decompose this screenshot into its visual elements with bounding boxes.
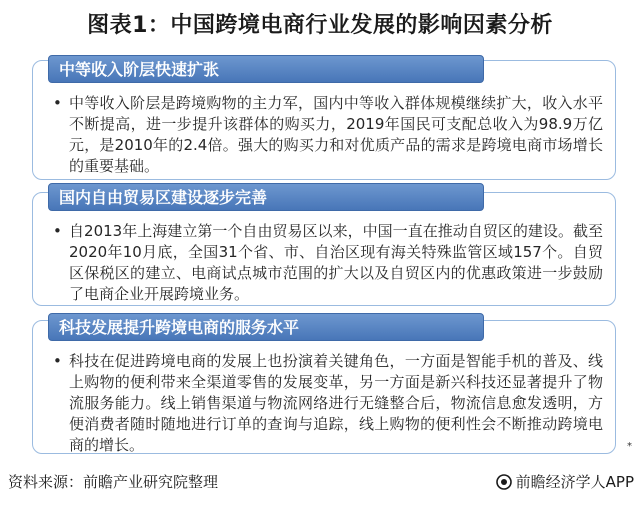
page-title: 图表1：中国跨境电商行业发展的影响因素分析 [87, 13, 553, 38]
section-heading-2: 国内自由贸易区建设逐步完善 [48, 183, 484, 211]
section-text-3: 科技在促进跨境电商的发展上也扮演着关键角色，一方面是智能手机的普及、线上购物的便利带来全渠道零售的发展变革，另一方面是新兴科技还显著提升了物流服务能力。线上销售渠道与物流网络进行无缝整合后，物流信息愈发透明，方便消费者随时随地进行订单的查询与追踪，线上购物的便利性会不断推动跨境电商的增长。 [69, 352, 603, 454]
section-heading-1: 中等收入阶层快速扩张 [48, 55, 484, 83]
brand-logo-icon [496, 474, 512, 490]
section-text-1: 中等收入阶层是跨境购物的主力军，国内中等收入群体规模继续扩大，收入水平不断提高，进一步提升该群体的购买力，2019年国民可支配总收入为98.9万亿元，是2010年的2.4倍。强大的购买力和对优质产品的需求是跨境电商市场增长的重要基础。 [69, 94, 603, 175]
section-body-2 [53, 221, 603, 305]
section-heading-3: 科技发展提升跨境电商的服务水平 [48, 313, 484, 341]
section-body-3 [53, 351, 603, 456]
bullet-1: • [53, 94, 62, 112]
source-note: 资料来源：前瞻产业研究院整理 [8, 473, 219, 491]
brand-credit [496, 471, 634, 492]
footnote-mark: * [627, 441, 632, 452]
bullet-2: • [53, 222, 62, 240]
section-text-2: 自2013年上海建立第一个自由贸易区以来，中国一直在推动自贸区的建设。截至2020年10月底，全国31个省、市、自治区现有海关特殊监管区域157个。自贸区保税区的建立、电商试点城市范围的扩大以及自贸区内的优惠政策进一步鼓励了电商企业开展跨境业务。 [69, 222, 603, 303]
bullet-3: • [53, 352, 62, 370]
section-body-1 [53, 93, 603, 177]
brand-name: 前瞻经济学人APP [515, 473, 634, 491]
